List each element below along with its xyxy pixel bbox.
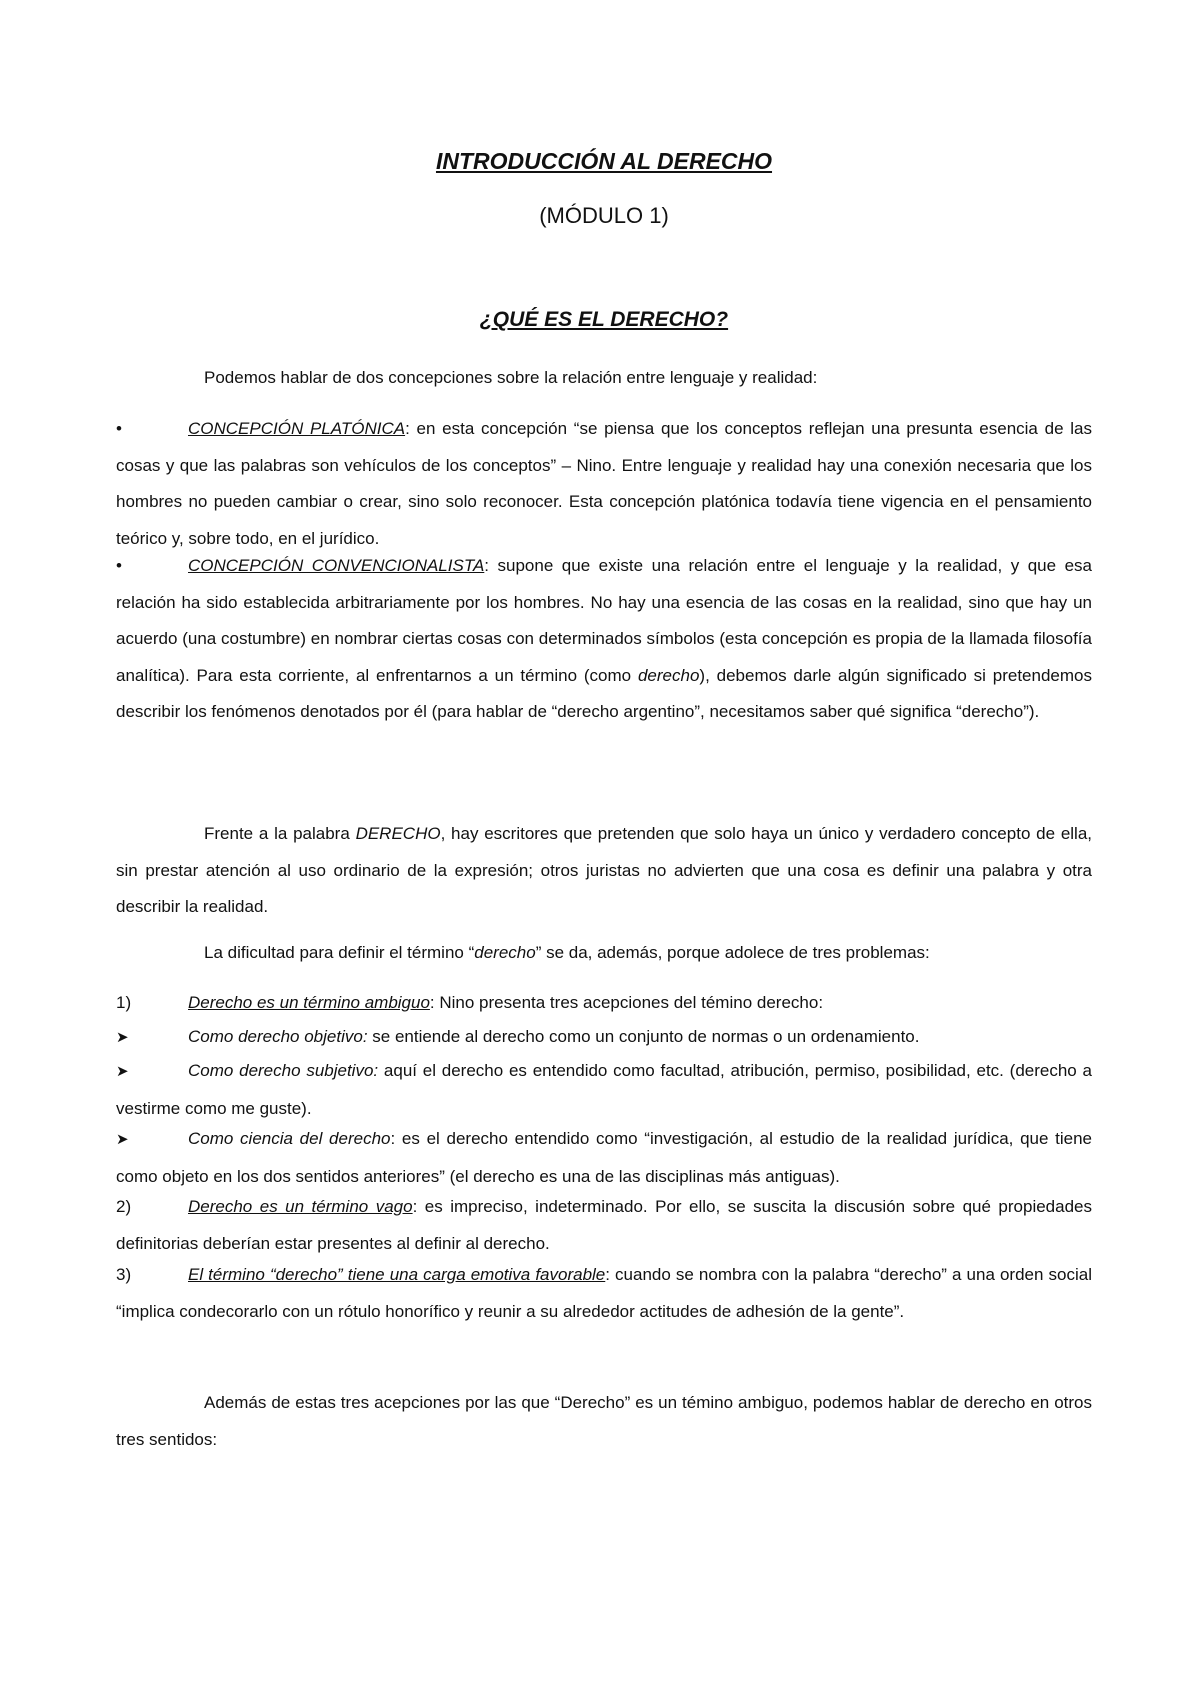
list-number: 3) <box>116 1265 132 1284</box>
problem-1 <box>116 985 1092 1022</box>
bullet-marker: • <box>116 419 122 438</box>
arrow-bullet-icon: ➤ <box>116 1131 129 1148</box>
bullet-convencionalista <box>116 548 1092 731</box>
sub-item-lead: Como derecho objetivo: <box>188 1027 368 1046</box>
bullet-platonica <box>116 411 1092 557</box>
sub-item-text: aquí el derecho es entendido como facultad, atribución, permiso, posibilidad, etc. (derecho a vestirme como me guste). <box>116 1061 1092 1118</box>
paragraph-text-cont: ” se da, además, porque adolece de tres problemas: <box>535 943 930 962</box>
list-number: 2) <box>116 1197 132 1216</box>
list-number: 1) <box>116 993 132 1012</box>
intro-paragraph: Podemos hablar de dos concepciones sobre la relación entre lenguaje y realidad: <box>204 368 818 387</box>
problem-text: : es impreciso, indeterminado. Por ello, se suscita la discusión sobre qué propiedades definitorias deberían estar presentes al definir al derecho. <box>116 1197 1093 1253</box>
document-title: INTRODUCCIÓN AL DERECHO <box>435 148 773 174</box>
problem-2 <box>116 1189 1092 1262</box>
bullet-marker: • <box>116 556 122 575</box>
section-heading: ¿QUÉ ES EL DERECHO? <box>479 308 729 331</box>
paragraph-final: Además de estas tres acepciones por las que “Derecho” es un témino ambiguo, podemos hablar de derecho en otros tres sentidos: <box>116 1393 1092 1449</box>
sub-item-objetivo <box>116 1019 1092 1057</box>
arrow-bullet-icon: ➤ <box>116 1063 129 1080</box>
sub-item-ciencia <box>116 1121 1092 1195</box>
bullet-lead: CONCEPCIÓN CONVENCIONALISTA <box>188 556 485 575</box>
sub-item-text: : es el derecho entendido como “investigación, al estudio de la realidad jurídica, que tiene como objeto en los dos sentidos anteriores” (el derecho es una de las disciplinas más antiguas). <box>116 1129 1092 1186</box>
sub-item-lead: Como derecho subjetivo: <box>188 1061 379 1080</box>
module-subtitle: (MÓDULO 1) <box>539 203 669 228</box>
sub-item-subjetivo <box>116 1053 1092 1127</box>
problem-text: : Nino presenta tres acepciones del témino derecho: <box>429 993 824 1012</box>
paragraph-frente <box>116 816 1092 926</box>
paragraph-emphasis: DERECHO <box>355 824 441 843</box>
bullet-text: : en esta concepción “se piensa que los conceptos reflejan una presunta esencia de las cosas y que las palabras son vehículos de los conceptos” – Nino. Entre lenguaje y realidad hay una conexión necesaria que los hombres no pueden cambiar o crear, sino solo reconocer. Esta concepción platónica todavía tiene vigencia en el pensamiento teórico y, sobre todo, en el jurídico. <box>116 419 1092 548</box>
paragraph-emphasis: derecho <box>474 943 536 962</box>
paragraph-text: Frente a la palabra <box>204 824 356 843</box>
bullet-text: : supone que existe una relación entre el lenguaje y la realidad, y que esa relación ha sido establecida arbitrariamente por los hombres. No hay una esencia de las cosas en la realidad, sino que hay un acuerdo (una costumbre) en nombrar ciertas cosas con determinados símbolos (esta concepción es propia de la llamada filosofía analítica). Para esta corriente, al enfrentarnos a un término (como <box>116 556 1092 685</box>
arrow-bullet-icon: ➤ <box>116 1029 129 1046</box>
sub-item-lead: Como ciencia del derecho <box>188 1129 391 1148</box>
paragraph-dificultad <box>116 935 1092 972</box>
problem-lead: El término “derecho” tiene una carga emotiva favorable <box>188 1265 606 1284</box>
paragraph-text-cont: , hay escritores que pretenden que solo haya un único y verdadero concepto de ella, sin prestar atención al uso ordinario de la expresión; otros juristas no advierten que una cosa es definir una palabra y otra describir la realidad. <box>116 824 1093 916</box>
bullet-lead: CONCEPCIÓN PLATÓNICA <box>188 419 406 438</box>
problem-3 <box>116 1257 1092 1330</box>
paragraph-text: La dificultad para definir el término “ <box>204 943 475 962</box>
problem-lead: Derecho es un término ambiguo <box>188 993 430 1012</box>
problem-text: : cuando se nombra con la palabra “derecho” a una orden social “implica condecorarlo con un rótulo honorífico y reunir a su alrededor actitudes de adhesión de la gente”. <box>116 1265 1092 1321</box>
sub-item-text: se entiende al derecho como un conjunto de normas o un ordenamiento. <box>367 1027 920 1046</box>
bullet-text-cont: ), debemos darle algún significado si pretendemos describir los fenómenos denotados por él (para hablar de “derecho argentino”, necesitamos saber qué significa “derecho”). <box>116 665 1092 721</box>
bullet-emphasis: derecho <box>637 665 700 685</box>
problem-lead: Derecho es un término vago <box>188 1197 413 1216</box>
